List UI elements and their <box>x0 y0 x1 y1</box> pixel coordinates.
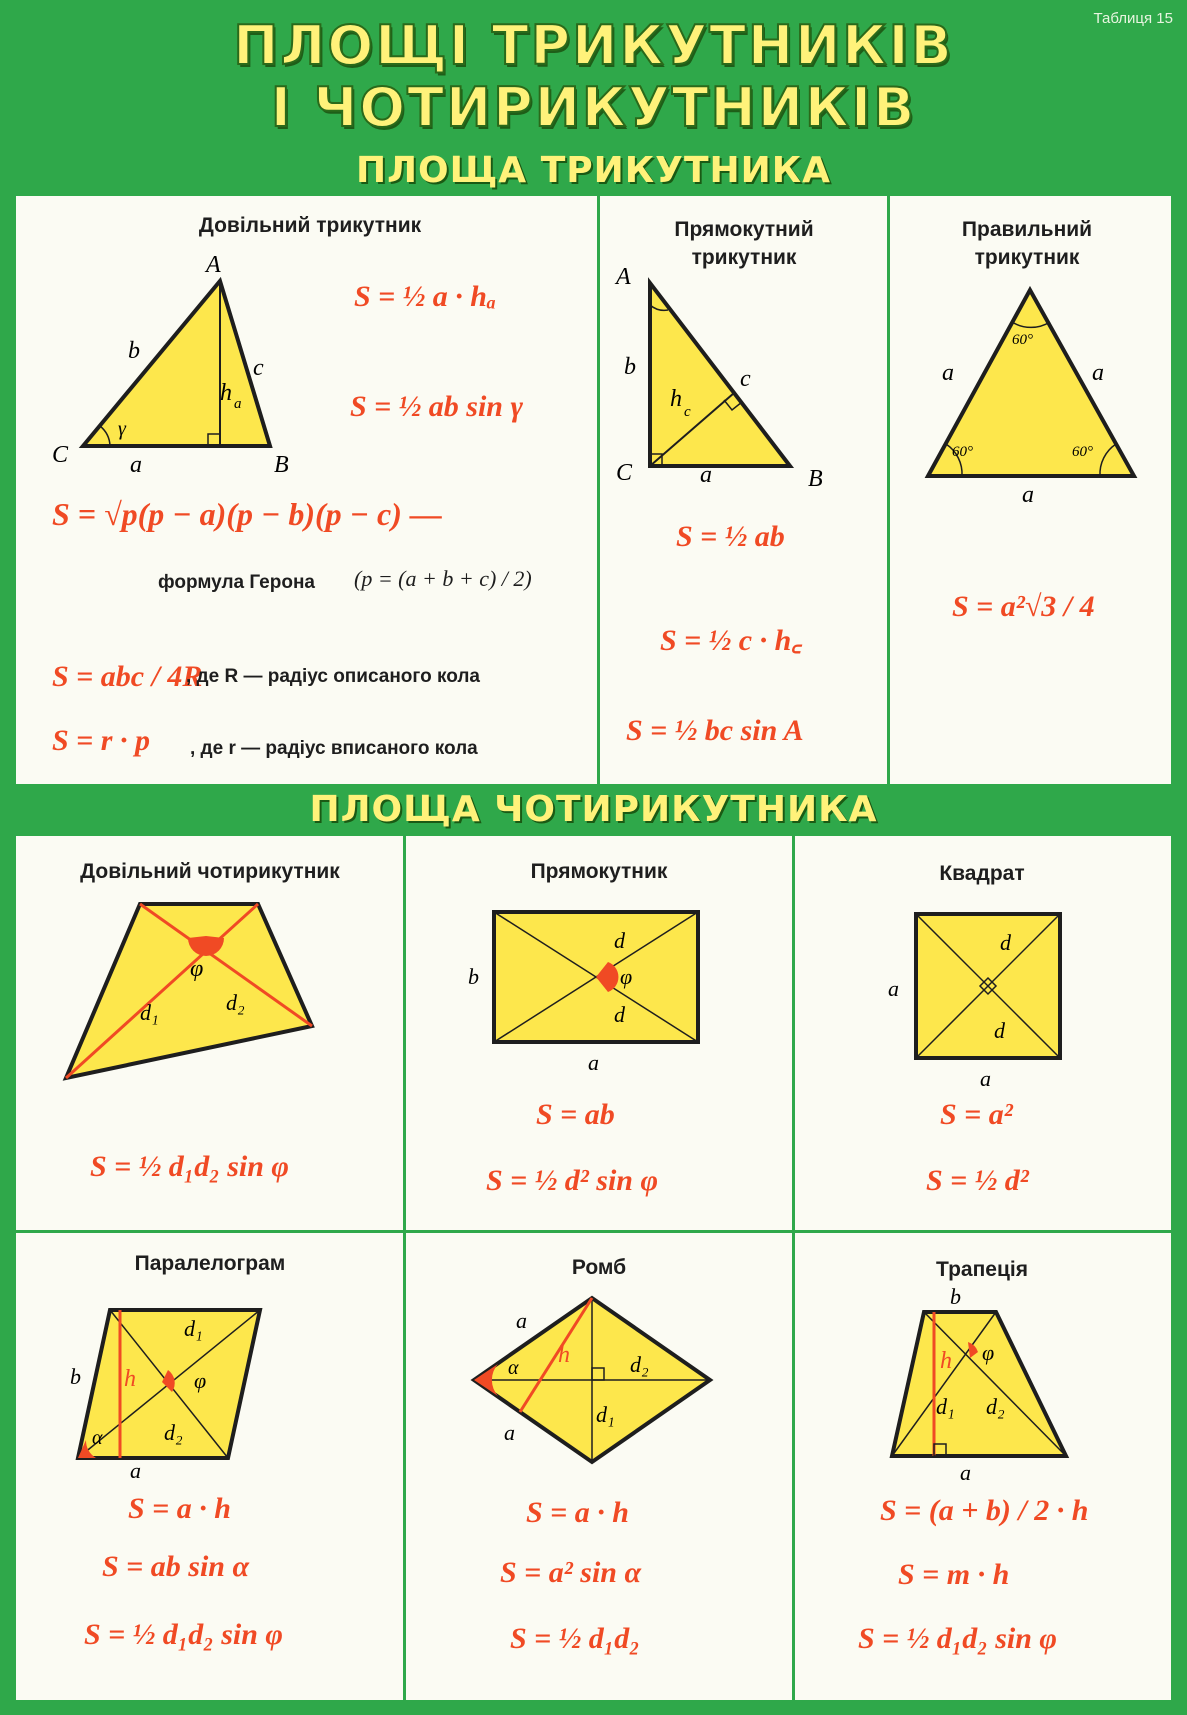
side-a-label: a <box>130 452 142 478</box>
parallelogram-formula-3: S = ½ d₁d₂ sin φ <box>84 1618 283 1651</box>
side-a-label: a <box>130 1458 141 1480</box>
triangle-shape <box>83 281 270 446</box>
diagonal-1-label: d₁ <box>140 1000 159 1025</box>
rhombus-heading: Ромб <box>571 1256 627 1279</box>
parallelogram-heading: Паралелограм <box>134 1252 286 1275</box>
side-c-label: c <box>253 355 264 381</box>
diagonal-1-label: d₁ <box>936 1394 955 1419</box>
rhombus-formula-1: S = a · h <box>526 1496 629 1529</box>
side-b-label: b <box>468 964 479 989</box>
quad-shape <box>66 904 312 1078</box>
right-triangle-formula-3: S = ½ bc sin A <box>626 714 804 747</box>
height-label: h <box>940 1348 952 1374</box>
height-label: h <box>558 1342 570 1368</box>
diagonal-1-label: d₁ <box>596 1402 615 1427</box>
vertex-A: A <box>206 252 221 278</box>
diagonal-top-label: d <box>614 928 625 953</box>
side-b-label: b <box>624 354 636 380</box>
inradius-formula: S = r · p <box>52 724 150 757</box>
side-a-bottom-label: a <box>980 1066 991 1091</box>
diagonal-bottom-label: d <box>614 1002 625 1027</box>
rhombus-formula-3: S = ½ d₁d₂ <box>510 1622 640 1655</box>
vertex-B: B <box>274 452 289 478</box>
height-label: h <box>670 386 682 412</box>
divider <box>597 196 600 784</box>
diagonal-bottom-label: d <box>994 1018 1005 1043</box>
right-triangle-formula-1: S = ½ ab <box>676 520 785 553</box>
side-a-right-label: a <box>1092 360 1104 386</box>
vertex-C: C <box>616 460 633 486</box>
page-title-line2: І ЧОТИРИКУТНИКІВ <box>270 76 917 139</box>
height-label: h <box>124 1366 136 1392</box>
trapezoid-diagram <box>880 1284 1100 1484</box>
angle-phi-label: φ <box>982 1340 995 1365</box>
base-a-label: a <box>960 1460 971 1484</box>
divider <box>792 836 795 1700</box>
angle-top-label: 60° <box>1012 332 1033 348</box>
parallelogram-formula-1: S = a · h <box>128 1492 231 1525</box>
angle-right-label: 60° <box>1072 444 1093 460</box>
side-a-label: a <box>588 1050 599 1075</box>
diagonal-2-label: d₂ <box>164 1420 183 1445</box>
rectangle-heading: Прямокутник <box>530 860 668 883</box>
square-formula-1: S = a² <box>940 1098 1013 1131</box>
divider <box>403 836 406 1700</box>
square-formula-2: S = ½ d² <box>926 1164 1029 1197</box>
side-a-bottom-label: a <box>504 1420 515 1445</box>
triangle-shape <box>650 283 790 466</box>
trapezoid-heading: Трапеція <box>936 1258 1028 1281</box>
rectangle-formula-1: S = ab <box>536 1098 615 1131</box>
rectangle-diagram <box>460 900 720 1080</box>
side-b-label: b <box>70 1364 81 1389</box>
angle-alpha-label: α <box>92 1427 103 1449</box>
heron-label: формула Герона <box>158 572 316 593</box>
triangle-section-heading: ПЛОЩА ТРИКУТНИКА <box>16 146 1171 196</box>
side-a-left-label: a <box>888 976 899 1001</box>
side-a-bottom-label: a <box>1022 482 1034 508</box>
angle-phi-label: φ <box>194 1368 207 1393</box>
parallelogram-formula-2: S = ab sin α <box>102 1550 250 1583</box>
vertex-A: A <box>616 264 631 290</box>
rhombus-formula-2: S = a² sin α <box>500 1556 642 1589</box>
arbitrary-quad-heading: Довільний чотирикутник <box>80 860 340 883</box>
square-diagram <box>880 900 1100 1100</box>
divider <box>887 196 890 784</box>
height-label: h <box>220 380 232 406</box>
height-subscript: c <box>684 404 691 420</box>
arbitrary-triangle-heading: Довільний трикутник <box>198 214 422 237</box>
angle-phi-label: φ <box>620 964 633 989</box>
rectangle-formula-2: S = ½ d² sin φ <box>486 1164 659 1197</box>
side-c-label: c <box>740 366 751 392</box>
rhombus-diagram <box>460 1288 730 1478</box>
diagonal-top-label: d <box>1000 930 1011 955</box>
heron-semiperimeter: (p = (a + b + c) / 2) <box>354 566 532 591</box>
trapezoid-formula-2: S = m · h <box>898 1558 1010 1591</box>
base-b-label: b <box>950 1284 961 1309</box>
side-a-left-label: a <box>942 360 954 386</box>
page-title-line1: ПЛОЩІ ТРИКУТНИКІВ <box>233 14 954 77</box>
heron-formula: S = √p(p − a)(p − b)(p − c) — <box>52 496 442 532</box>
right-triangle-heading-line2: трикутник <box>691 246 797 269</box>
arbitrary-triangle-formula-1: S = ½ a · hₐ <box>354 280 496 313</box>
arbitrary-triangle-formula-2: S = ½ ab sin γ <box>350 390 523 423</box>
parallelogram-diagram <box>60 1290 330 1480</box>
diagonal-2-label: d₂ <box>226 990 245 1015</box>
circumradius-formula: S = abc / 4R <box>52 660 203 693</box>
diagonal-2-label: d₂ <box>986 1394 1005 1419</box>
arbitrary-quad-formula: S = ½ d₁d₂ sin φ <box>90 1150 289 1183</box>
angle-gamma-label: γ <box>118 418 126 440</box>
side-a-label: a <box>700 462 712 488</box>
height-subscript: a <box>234 396 242 412</box>
equilateral-triangle-formula: S = a²√3 / 4 <box>952 590 1095 623</box>
right-triangle-diagram <box>610 260 850 490</box>
circumradius-note: , де R — радіус описаного кола <box>186 666 480 687</box>
vertex-B: B <box>808 466 823 490</box>
trapezoid-formula-1: S = (a + b) / 2 · h <box>880 1494 1089 1527</box>
diagonal-2-label: d₂ <box>630 1352 649 1377</box>
arbitrary-quad-diagram <box>50 890 330 1090</box>
trapezoid-shape <box>892 1312 1066 1456</box>
diagonal-1-label: d₁ <box>184 1316 203 1341</box>
arbitrary-triangle-diagram <box>40 250 300 480</box>
side-b-label: b <box>128 338 140 364</box>
angle-phi-label: φ <box>190 956 204 982</box>
table-number: Таблиця 15 <box>1093 10 1173 27</box>
equilateral-triangle-heading-line2: трикутник <box>974 246 1080 269</box>
equilateral-triangle-heading-line1: Правильний <box>961 218 1093 241</box>
inradius-note: , де r — радіус вписаного кола <box>190 738 478 759</box>
side-a-top-label: a <box>516 1308 527 1333</box>
right-triangle-formula-2: S = ½ c · h꜀ <box>660 624 802 657</box>
angle-alpha-label: α <box>508 1357 519 1379</box>
square-heading: Квадрат <box>939 862 1025 885</box>
quad-section-heading: ПЛОЩА ЧОТИРИКУТНИКА <box>16 784 1171 836</box>
angle-left-label: 60° <box>952 444 973 460</box>
right-triangle-heading-line1: Прямокутний <box>674 218 814 241</box>
trapezoid-formula-3: S = ½ d₁d₂ sin φ <box>858 1622 1057 1655</box>
vertex-C: C <box>52 442 69 468</box>
equilateral-triangle-diagram <box>900 270 1150 510</box>
divider <box>16 1230 1171 1233</box>
